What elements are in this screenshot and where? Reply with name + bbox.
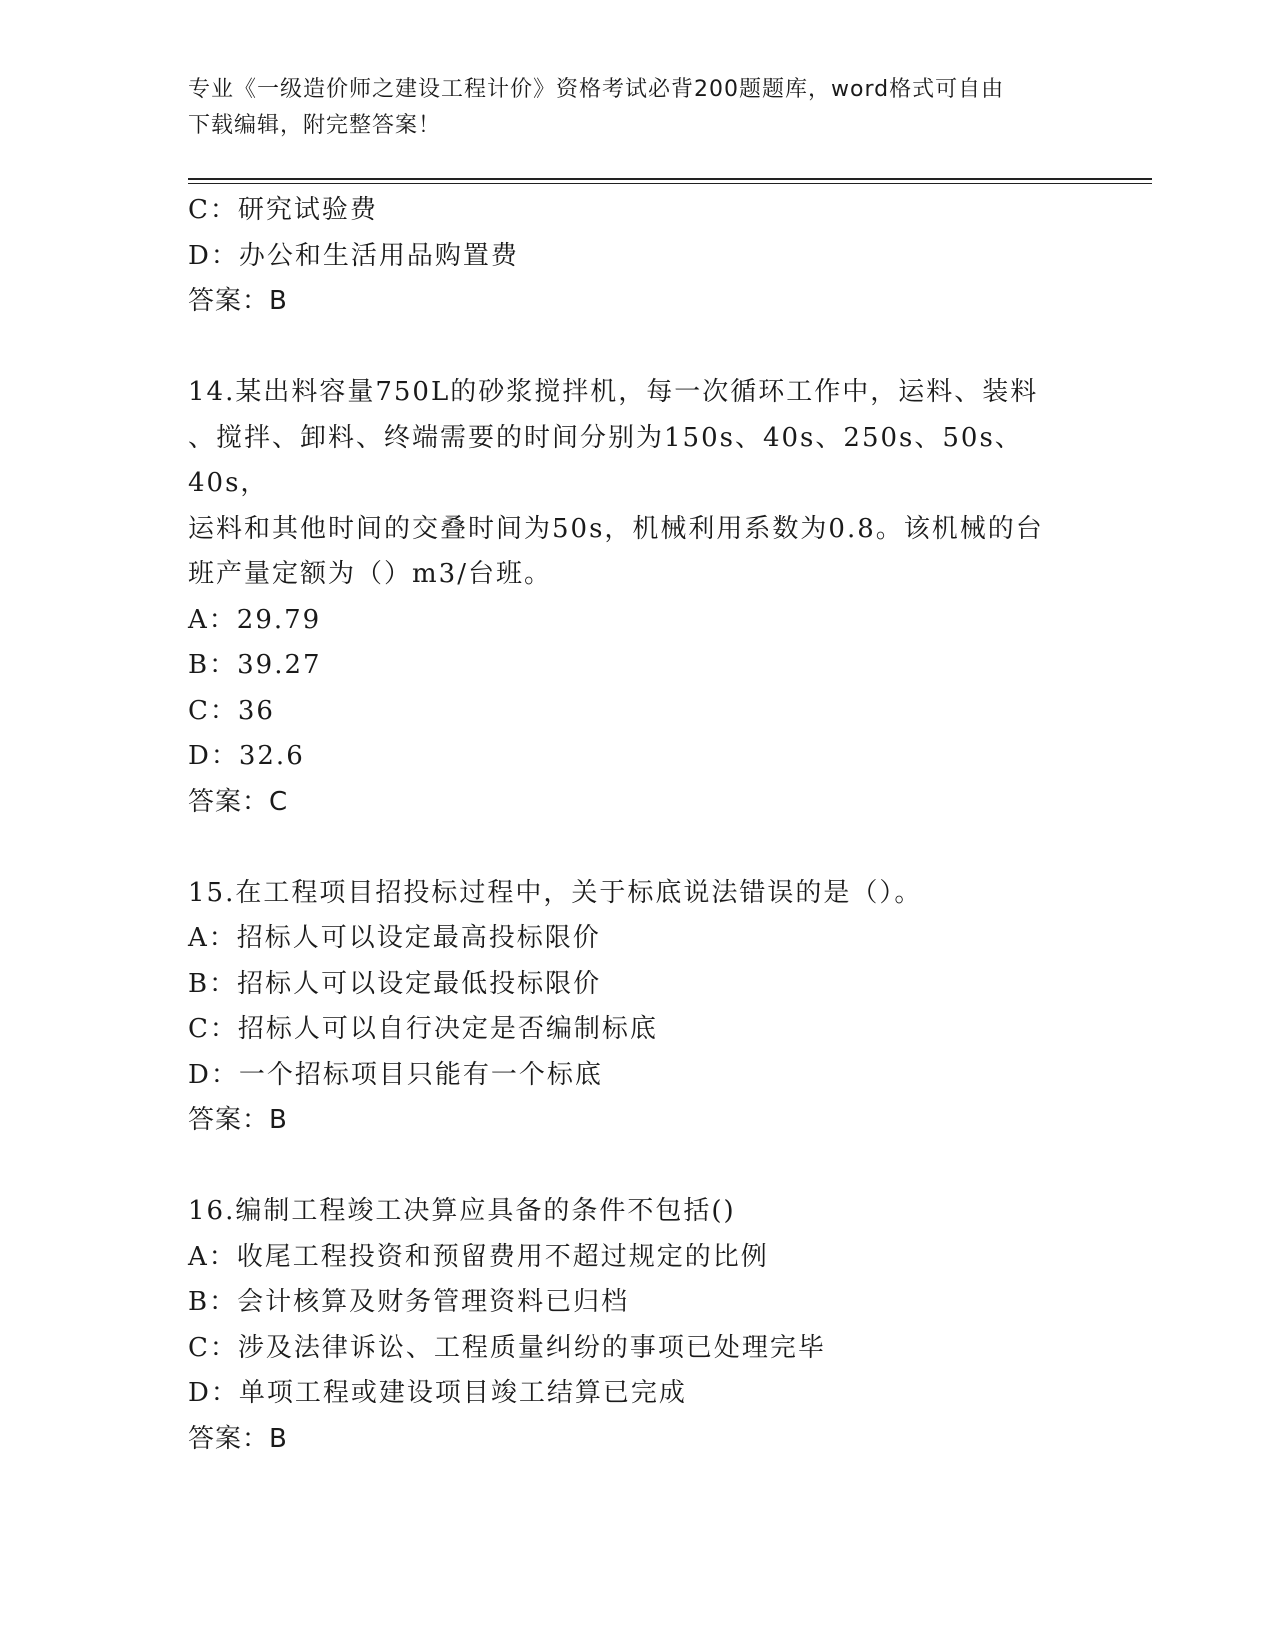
spacer <box>188 1144 1088 1190</box>
answer-line: 答案：C <box>188 786 289 817</box>
question-stem-line: 运料和其他时间的交叠时间为50s，机械利用系数为0.8。该机械的台 <box>188 513 1044 544</box>
option-line: A：收尾工程投资和预留费用不超过规定的比例 <box>188 1241 769 1272</box>
option-line: D：32.6 <box>188 741 305 771</box>
option-line: A：招标人可以设定最高投标限价 <box>188 923 601 953</box>
answer-line: 答案：B <box>188 286 288 316</box>
answer-line: 答案：B <box>188 1423 288 1454</box>
question-stem-line: 14.某出料容量750L的砂浆搅拌机，每一次循环工作中，运料、装料 <box>188 377 1039 407</box>
option-line: C：涉及法律诉讼、工程质量纠纷的事项已处理完毕 <box>188 1332 826 1363</box>
previous-question-block <box>188 188 1088 325</box>
option-line: A：29.79 <box>188 604 322 635</box>
spacer <box>188 825 1088 871</box>
question-stem-line: 16.编制工程竣工决算应具备的条件不包括() <box>188 1196 736 1226</box>
question-block-14 <box>188 370 1088 825</box>
page-header <box>188 72 1068 144</box>
header-divider-thin <box>188 183 1152 184</box>
question-block-15 <box>188 871 1088 1144</box>
option-line: B：招标人可以设定最低投标限价 <box>188 968 602 999</box>
option-line: D：办公和生活用品购置费 <box>188 240 519 271</box>
question-stem-line: 班产量定额为（）m3/台班。 <box>188 559 552 589</box>
header-line-1: 专业《一级造价师之建设工程计价》资格考试必背200题题库，word格式可自由 <box>188 77 1005 102</box>
answer-line: 答案：B <box>188 1105 288 1135</box>
question-content <box>188 188 1088 1462</box>
question-stem-line: 、搅拌、卸料、终端需要的时间分别为150s、40s、250s、50s、40s， <box>188 422 1023 498</box>
option-line: B：会计核算及财务管理资料已归档 <box>188 1287 630 1317</box>
header-divider-thick <box>188 178 1152 180</box>
option-line: C：36 <box>188 695 275 726</box>
option-line: C：研究试验费 <box>188 195 378 225</box>
question-block-16 <box>188 1189 1088 1462</box>
header-line-2: 下载编辑，附完整答案！ <box>188 113 442 138</box>
option-line: D：单项工程或建设项目竣工结算已完成 <box>188 1378 687 1408</box>
option-line: D：一个招标项目只能有一个标底 <box>188 1059 603 1090</box>
option-line: B：39.27 <box>188 650 322 680</box>
option-line: C：招标人可以自行决定是否编制标底 <box>188 1014 658 1044</box>
question-stem-line: 15.在工程项目招投标过程中，关于标底说法错误的是（）。 <box>188 877 923 908</box>
spacer <box>188 325 1088 371</box>
